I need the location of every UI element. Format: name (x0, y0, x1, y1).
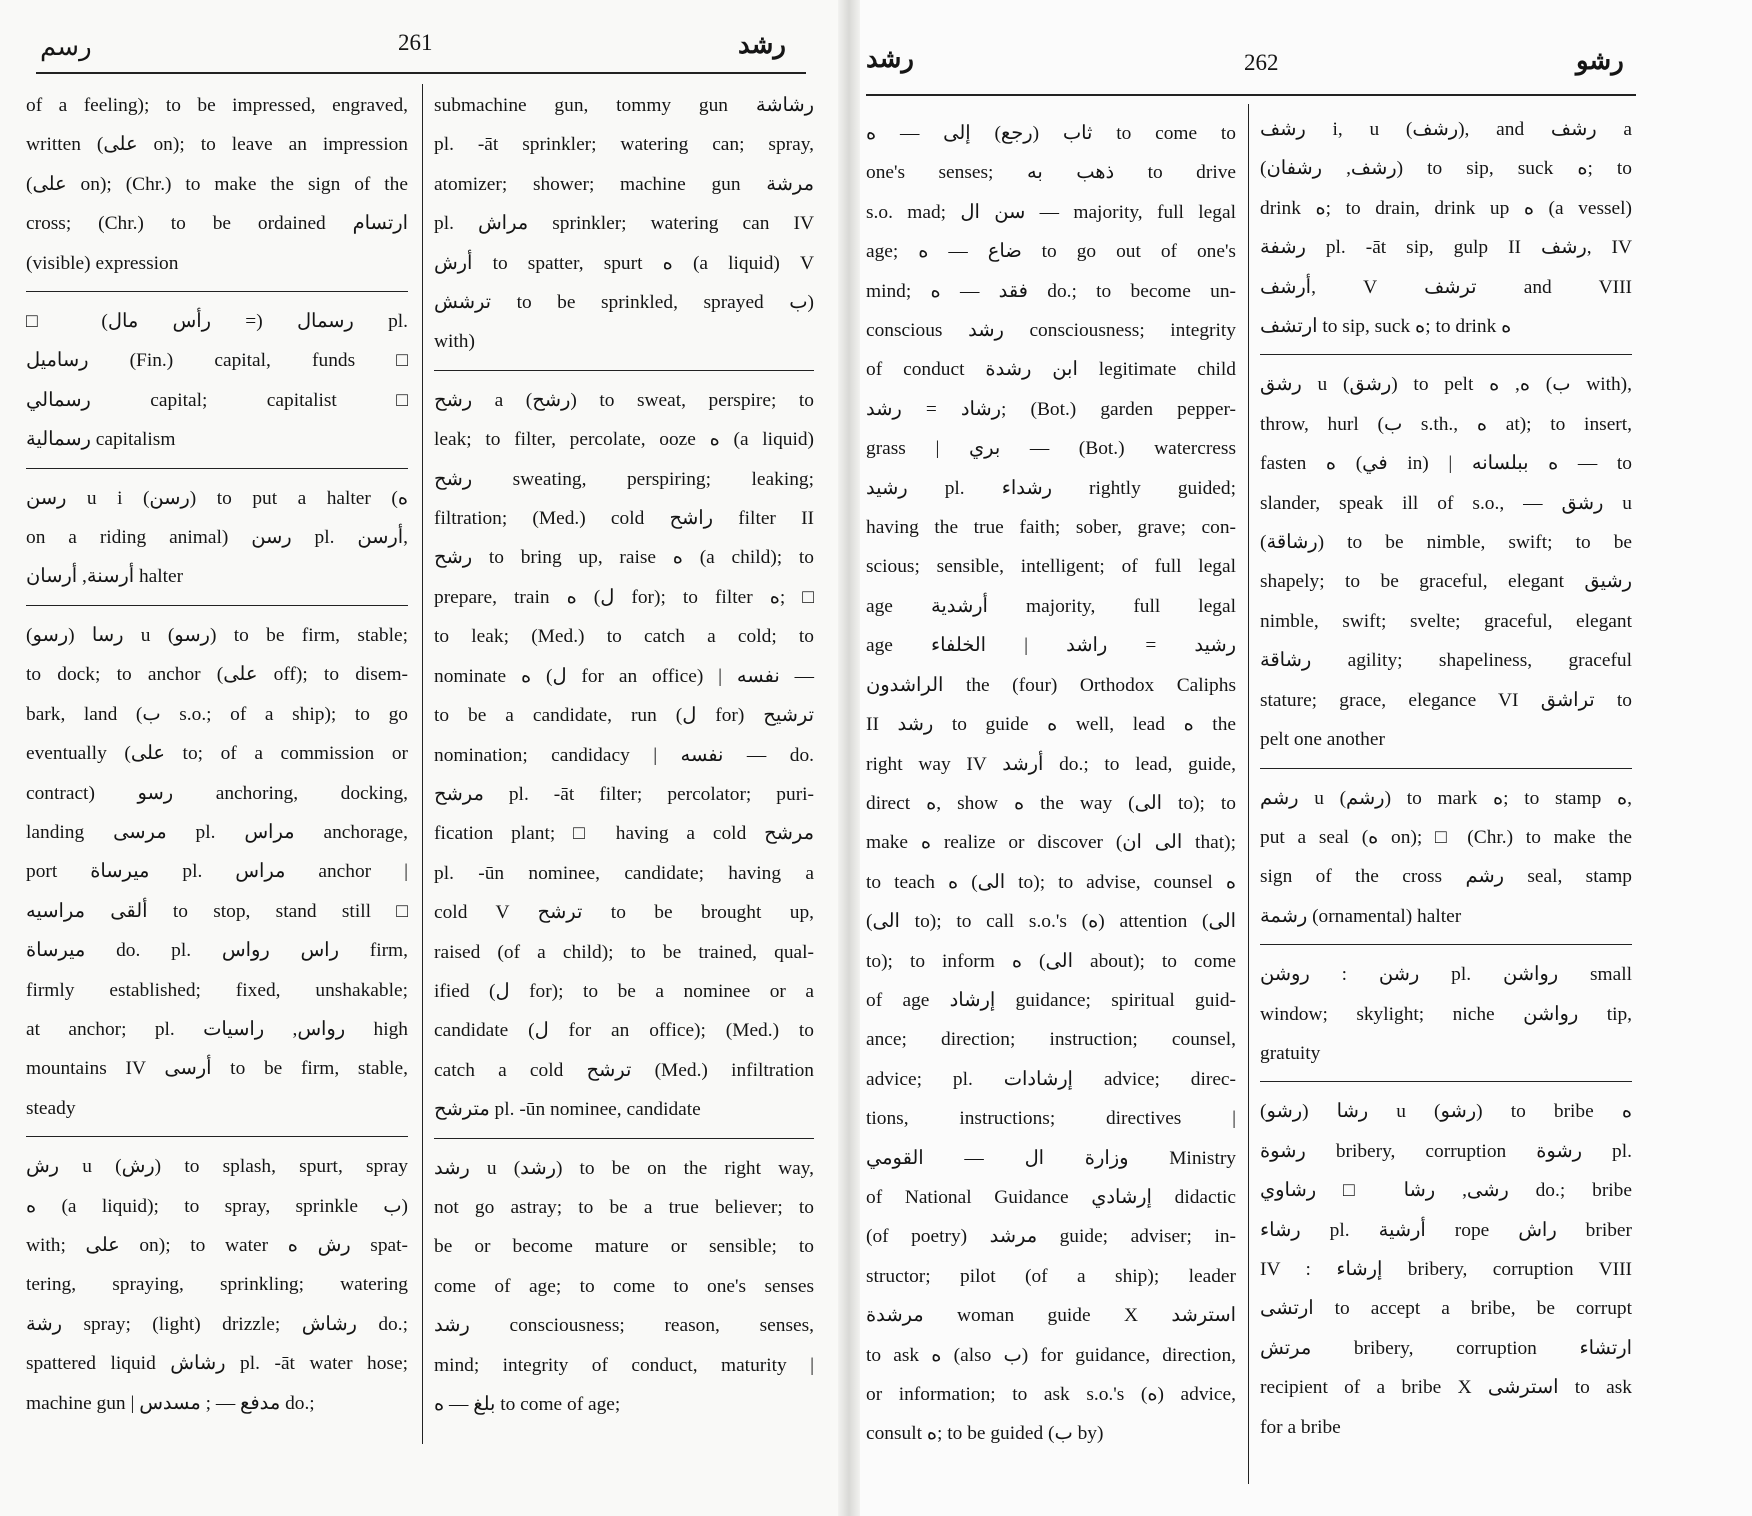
entry-line: ميرساة do. pl. راس رواس firm, (26, 940, 408, 962)
entry-line: رشم u (رشم) to mark ه; to stamp ه, (1260, 787, 1632, 809)
entry-line: pelt one another (1260, 729, 1385, 751)
entry-line: catch a cold ترشح (Med.) infiltration (434, 1059, 815, 1081)
entry-line: raised (of a child); to be trained, qual- (434, 941, 814, 963)
entry-line: port ميرساة pl. مراس anchor | (26, 861, 408, 883)
entry-line: رساميل (Fin.) capital, funds □ (26, 350, 408, 372)
entry-line: رسن u i (رسن) to put a halter (ه (26, 487, 408, 509)
entry-line: contract) رسو anchoring, docking, (26, 782, 408, 804)
right-column-1 (866, 114, 1236, 1454)
entry-line: slander, speak ill of s.o., — رشق u (1260, 492, 1632, 514)
entry-line: one's senses; ذهب به to drive (866, 162, 1237, 184)
entry-line: mind; فقد — ه do.; to become un- (866, 280, 1236, 302)
dictionary-entry (434, 86, 814, 362)
entry-line: (رشو) رشا u (رشو) to bribe ه (1260, 1101, 1632, 1123)
entry-line: come of age; to come to one's senses (434, 1275, 814, 1297)
entry-line: مرشدة woman guide X استرشد (866, 1305, 1236, 1327)
entry-line: nominate ه (ل for an office) | نفسه — (434, 665, 814, 687)
dictionary-entry (1260, 365, 1632, 759)
entry-line: to dock; to anchor (على off); to disem- (26, 664, 408, 686)
entry-line: مرتش bribery, corruption ارتشاء (1260, 1337, 1632, 1359)
entry-line: رشوة bribery, corruption رشوة pl. (1260, 1140, 1632, 1162)
entry-line: مرشح pl. -āt filter; percolator; puri- (434, 783, 814, 805)
entry-line: بلغ — ه to come of age; (434, 1394, 621, 1415)
entry-line: ارتشف to sip, suck ه; to drink ه (1260, 316, 1512, 338)
entry-line: machine gun | مدفع — ; مسدس do.; (26, 1392, 315, 1414)
entry-separator (434, 370, 814, 371)
entry-line: ترشش to be sprinkled, sprayed ب) (434, 292, 814, 314)
entry-line: s.o. mad; سن ال — majority, full legal (866, 201, 1236, 223)
entry-line: رش u (رش) to splash, spurt, spray (26, 1156, 408, 1178)
entry-line: candidate (ل for an office); (Med.) to (434, 1020, 814, 1042)
entry-line: bark, land (ب s.o.; of a ship); to go (26, 703, 408, 725)
entry-line: eventually (على to; of a commission or (26, 743, 408, 765)
entry-line: أرشف, V ترشف and VIII (1260, 276, 1633, 298)
dictionary-entry (1260, 110, 1632, 346)
dictionary-entry (26, 479, 408, 597)
entry-line: pl. مراش sprinkler; watering can IV (434, 213, 814, 235)
column-divider (1248, 104, 1249, 1484)
entry-separator (26, 605, 408, 606)
entry-line: رشح a (رشح) to sweat, perspire; to (434, 389, 814, 411)
entry-line: أرش to spatter, spurt ه (a liquid) V (434, 252, 814, 274)
entry-line: رشد consciousness; reason, senses, (434, 1315, 814, 1337)
entry-separator (26, 291, 408, 292)
entry-line: (رشاقة) to be nimble, swift; to be (1260, 532, 1632, 554)
entry-line: throw, hurl (ب s.th., ه at); to insert, (1260, 413, 1632, 435)
entry-separator (1260, 944, 1632, 945)
entry-line: to ask ه (also ب) for guidance, direction, (866, 1344, 1236, 1366)
entry-line: رشة spray; (light) drizzle; رشاش do.; (26, 1313, 408, 1335)
entry-line: not go astray; to be a true believer; to (434, 1196, 814, 1218)
entry-line: of National Guidance إرشادي didactic (866, 1186, 1236, 1208)
entry-line: fication plant; □ having a cold مرشح (434, 823, 814, 845)
dictionary-entry (866, 114, 1236, 1454)
entry-separator (26, 1136, 408, 1137)
dictionary-entry (1260, 955, 1632, 1073)
entry-line: mind; integrity of conduct, maturity | (434, 1354, 814, 1376)
entry-line: submachine gun, tommy gun رشاشة (434, 95, 814, 116)
entry-line: IV : إرشاء bribery, corruption VIII (1260, 1258, 1633, 1280)
entry-line: nomination; candidacy | نفسه — do. (434, 744, 814, 766)
right-column-2 (1260, 110, 1632, 1447)
entry-line: of conduct ابن رشدة legitimate child (866, 359, 1237, 381)
entry-line: with) (434, 331, 475, 353)
entry-line: (visible) expression (26, 252, 179, 274)
entry-line: (الى to); to call s.o.'s (ه) attention (الى (866, 911, 1236, 933)
entry-line: رشن : روشن pl. رواشن small (1260, 964, 1632, 986)
entry-line: ance; direction; instruction; counsel, (866, 1029, 1236, 1051)
entry-line: right way IV أرشد do.; to lead, guide, (866, 753, 1237, 775)
entry-separator (434, 1138, 814, 1139)
entry-line: filtration; (Med.) cold راشح filter II (434, 508, 814, 530)
entry-line: with; على on); to water رش ه spat- (26, 1234, 408, 1256)
entry-line: or information; to ask s.o.'s (ه) advice, (866, 1384, 1236, 1405)
entry-line: ثاب (رجع) إلى — ه to come to (866, 123, 1236, 144)
entry-line: (رسو) رسا u (رسو) to be firm, stable; (26, 624, 408, 646)
entry-line: gratuity (1260, 1042, 1321, 1064)
entry-line: at anchor; pl. رواس, راسيات high (26, 1018, 408, 1040)
page-number-left: 261 (398, 30, 433, 55)
entry-separator (1260, 1081, 1632, 1082)
dictionary-entry (1260, 1092, 1632, 1447)
entry-line: cross; (Chr.) to be ordained ارتسام (26, 213, 408, 235)
entry-line: age; ضاع — ه to go out of one's (866, 241, 1236, 263)
entry-line: (of poetry) مرشد guide; adviser; in- (866, 1226, 1236, 1248)
entry-line: رشى, رشا □ رشاوي do.; bribe (1260, 1180, 1632, 1202)
entry-line: مترشح pl. -ūn nominee, candidate (434, 1099, 701, 1121)
entry-line: consult ه; to be guided (ب by) (866, 1423, 1104, 1445)
entry-line: رشد u (رشد) to be on the right way, (434, 1157, 814, 1179)
entry-separator (1260, 354, 1632, 355)
dictionary-entry (26, 616, 408, 1128)
entry-line: having the true faith; sober, grave; con- (866, 517, 1236, 539)
entry-line: cold V ترشح to be brought up, (434, 902, 814, 924)
page-261 (0, 0, 852, 1516)
entry-line: spattered liquid رشاش pl. -āt water hose; (26, 1353, 408, 1375)
entry-line: age أرشدية majority, full legal (866, 595, 1236, 617)
entry-line: رشف i, u (رشف), and رشف a (1260, 119, 1632, 140)
entry-line: written (على on); to leave an impression (26, 134, 408, 156)
entry-line: رشاد = رشد; (Bot.) garden pepper- (866, 398, 1236, 420)
entry-line: (رشف, رشفان) to sip, suck ه; to (1260, 158, 1632, 180)
entry-line: □ (رأس مال =) رسمال pl. (26, 311, 408, 333)
entry-line: pl. -ūn nominee, candidate; having a (434, 862, 814, 884)
entry-line: رشق u (رشق) to pelt ه, ه (ب with), (1260, 374, 1632, 396)
entry-line: to leak; (Med.) to catch a cold; to (434, 626, 814, 648)
page-262 (860, 0, 1752, 1516)
entry-line: of a feeling); to be impressed, engraved, (26, 95, 408, 116)
entry-line: age رشيد = راشد | الخلفاء (866, 635, 1236, 657)
dictionary-entry (434, 381, 814, 1130)
entry-line: for a bribe (1260, 1416, 1341, 1438)
entry-line: الراشدون the (four) Orthodox Caliphs (866, 674, 1236, 696)
entry-line: prepare, train ه (ل for); to filter ه; □ (434, 586, 815, 608)
entry-line: (على on); (Chr.) to make the sign of the (26, 173, 408, 195)
entry-line: grass | بري — (Bot.) watercress (866, 438, 1236, 460)
entry-line: structor; pilot (of a ship); leader (866, 1265, 1236, 1287)
entry-line: أرسنة, أرسان halter (26, 566, 184, 588)
dictionary-entry (26, 1147, 408, 1423)
entry-line: landing مرسى pl. مراس anchorage, (26, 821, 408, 843)
header-rule (36, 72, 806, 74)
entry-line: steady (26, 1097, 76, 1119)
entry-line: nimble, swift; svelte; graceful, elegant (1260, 610, 1632, 632)
column-divider (422, 84, 423, 1444)
entry-line: رشفة pl. -āt sip, gulp II رشف, IV (1260, 237, 1632, 259)
entry-line: firmly established; fixed, unshakable; (26, 979, 408, 1001)
entry-line: ارتشى to accept a bribe, be corrupt (1260, 1298, 1632, 1320)
entry-line: tions, instructions; directives | (866, 1108, 1236, 1130)
left-column-2 (434, 86, 814, 1424)
entry-separator (1260, 768, 1632, 769)
header-rule (866, 94, 1636, 96)
entry-line: on a riding animal) رسن pl. أرسن, (26, 527, 408, 549)
entry-line: ألقى مراسيه to stop, stand still □ (26, 900, 408, 922)
entry-line: tering, spraying, sprinkling; watering (26, 1274, 408, 1296)
left-column-1 (26, 86, 408, 1423)
left-guide-word-left: رسم (40, 32, 92, 62)
entry-line: recipient of a bribe X استرشى to ask (1260, 1377, 1632, 1399)
entry-line: رشاء pl. أرشية rope راش briber (1260, 1219, 1632, 1241)
entry-line: رشح to bring up, raise ه (a child); to (434, 547, 815, 569)
entry-line: advice; pl. إرشادات advice; direc- (866, 1068, 1236, 1090)
entry-line: of age إرشاد guidance; spiritual guid- (866, 989, 1236, 1011)
entry-line: leak; to filter, percolate, ooze ه (a liquid) (434, 429, 815, 451)
entry-line: رسمالية capitalism (26, 429, 176, 451)
entry-line: رشح sweating, perspiring; leaking; (434, 468, 814, 490)
dictionary-entry (26, 302, 408, 460)
page-number-right: 262 (1244, 50, 1279, 75)
entry-line: stature; grace, elegance VI تراشق to (1260, 689, 1632, 711)
entry-line: be or become mature or sensible; to (434, 1236, 814, 1258)
right-guide-word-right: رشو (1576, 46, 1624, 76)
entry-line: to teach ه (الى to); to advise, counsel ه (866, 871, 1236, 893)
entry-line: to); to inform ه (الى about); to come (866, 950, 1237, 972)
entry-line: II رشد to guide ه well, lead ه the (866, 714, 1236, 736)
entry-line: رسمالي capital; capitalist □ (26, 389, 408, 411)
entry-line: to be a candidate, run (ل for) ترشيح (434, 705, 815, 727)
entry-separator (26, 468, 408, 469)
entry-line: make ه realize or discover (الى ان that); (866, 832, 1236, 854)
entry-line: window; skylight; niche رواشن tip, (1260, 1003, 1633, 1025)
entry-line: conscious رشد consciousness; integrity (866, 320, 1236, 342)
right-guide-word-left: رشد (866, 44, 914, 74)
left-guide-word-right: رشد (738, 30, 786, 60)
entry-line: ه (a liquid); to spray, sprinkle ب) (26, 1195, 408, 1217)
dictionary-entry (26, 86, 408, 283)
entry-line: sign of the cross رشم seal, stamp (1260, 866, 1632, 888)
entry-line: وزارة ال — القومي Ministry (866, 1147, 1236, 1169)
book-gutter (838, 0, 860, 1516)
entry-line: رشيد pl. رشداء rightly guided; (866, 477, 1236, 499)
dictionary-entry (434, 1149, 814, 1425)
entry-line: رشمة (ornamental) halter (1260, 905, 1462, 927)
dictionary-entry (1260, 779, 1632, 937)
entry-line: atomizer; shower; machine gun مرشة (434, 173, 814, 195)
entry-line: ified (ل for); to be a nominee or a (434, 980, 814, 1002)
entry-line: put a seal (ه on); □ (Chr.) to make the (1260, 826, 1633, 848)
entry-line: direct ه, show ه the way (الى to); to (866, 792, 1236, 814)
entry-line: scious; sensible, intelligent; of full legal (866, 556, 1236, 578)
entry-line: رشاقة agility; shapeliness, graceful (1260, 650, 1632, 672)
entry-line: shapely; to be graceful, elegant رشيق (1260, 571, 1632, 593)
entry-line: mountains IV أرسى to be firm, stable, (26, 1058, 408, 1080)
entry-line: pl. -āt sprinkler; watering can; spray, (434, 134, 814, 156)
entry-line: fasten ه (في in) | ه ببلسانه — to (1260, 453, 1632, 475)
entry-line: drink ه; to drain, drink up ه (a vessel) (1260, 197, 1633, 219)
